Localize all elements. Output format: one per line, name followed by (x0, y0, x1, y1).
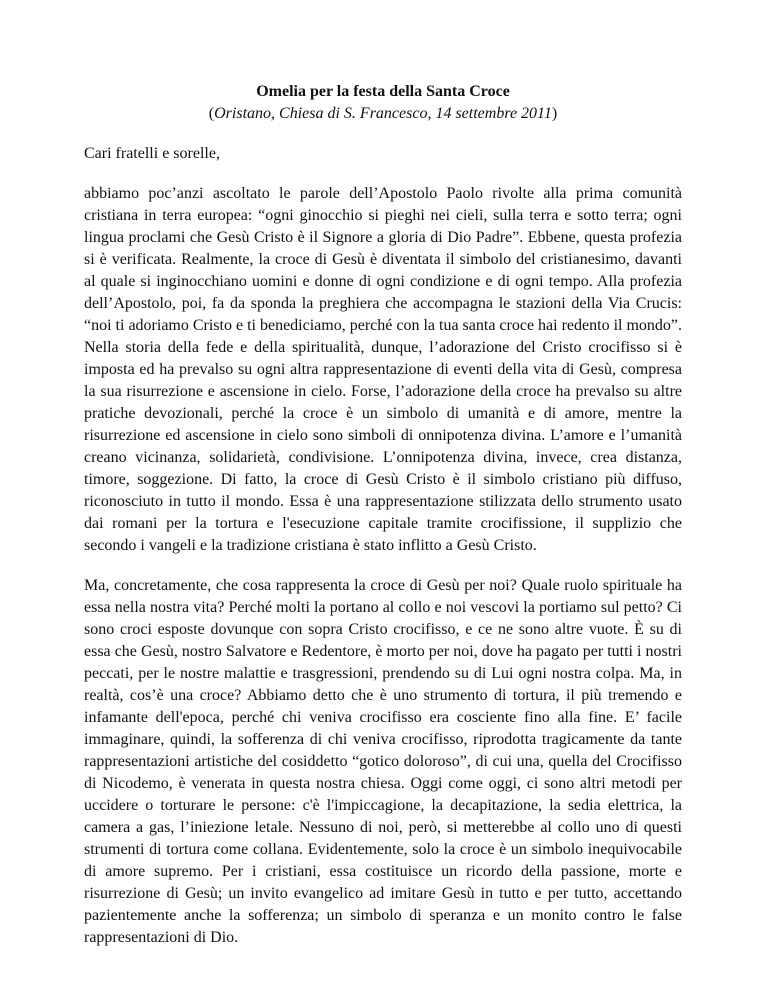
salutation: Cari fratelli e sorelle, (84, 145, 220, 162)
document-title: Omelia per la festa della Santa Croce (256, 83, 510, 100)
paragraph-1: abbiamo poc’anzi ascoltato le parole dell’Apostolo Paolo rivolte alla prima comunità cristiana in terra europea: “ogni ginocchio si pieghi nei cieli, sulla terra e sotto terra; ogni lingua proclami che Gesù Cristo è il Signore a gloria di Dio Padre”. Ebbene, questa profezia si è verificata. Realmente, la croce di Gesù è diventata il simbolo del cristianesimo, davanti al quale si inginocchiano uomini e donne di ogni condizione e di ogni tempo. Alla profezia dell’Apostolo, poi, fa da sponda la preghiera che accompagna le stazioni della Via Crucis: “noi ti adoriamo Cristo e ti benediciamo, perché con la tua santa croce hai redento il mondo”. Nella storia della fede e della spiritualità, dunque, l’adorazione del Cristo crocifisso si è imposta ed ha prevalso su ogni altra rappresentazione di eventi della vita di Gesù, compresa la sua risurrezione e ascensione in cielo. Forse, l’adorazione della croce ha prevalso su altre pratiche devozionali, perché la croce è un simbolo di umanità e di amore, mentre la risurrezione ed ascensione in cielo sono simboli di onnipotenza divina. L’amore e l’umanità creano vicinanza, solidarietà, condivisione. L’onnipotenza divina, invece, crea distanza, timore, soggezione. Di fatto, la croce di Gesù Cristo è il simbolo cristiano più diffuso, riconosciuto in tutto il mondo. Essa è una rappresentazione stilizzata dello strumento usato dai romani per la tortura e l'esecuzione capitale tramite crocifissione, il supplizio che secondo i vangeli e la tradizione cristiana è stato inflitto a Gesù Cristo. (84, 185, 683, 554)
document-page (84, 81, 682, 949)
subtitle-open-paren: ( (208, 105, 215, 122)
document-subtitle (84, 103, 682, 125)
paragraph-2: Ma, concretamente, che cosa rappresenta la croce di Gesù per noi? Quale ruolo spirituale ha essa nella nostra vita? Perché molti la portano al collo e noi vescovi la portiamo sul petto? Ci sono croci esposte dovunque con sopra Cristo crocifisso, e ce ne sono altre vuote. È su di essa che Gesù, nostro Salvatore e Redentore, è morto per noi, dove ha pagato per tutti i nostri peccati, per le nostre malattie e trasgressioni, prendendo su di Lui ogni nostra colpa. Ma, in realtà, cos’è una croce? Abbiamo detto che è uno strumento di tortura, il più tremendo e infamante dell'epoca, perché chi veniva crocifisso era cosciente fino alla fine. E’ facile immaginare, quindi, la sofferenza di chi veniva crocifisso, riprodotta tragicamente da tante rappresentazioni artistiche del cosiddetto “gotico doloroso”, di cui una, quella del Crocifisso di Nicodemo, è venerata in questa nostra chiesa. Oggi come oggi, ci sono altri metodi per uccidere o torturare le persone: c'è l'impiccagione, la decapitazione, la sedia elettrica, la camera a gas, l’iniezione letale. Nessuno di noi, però, si metterebbe al collo uno di questi strumenti di tortura come collana. Evidentemente, solo la croce è un simbolo inequivocabile di amore supremo. Per i cristiani, essa costituisce un ricordo della passione, morte e risurrezione di Gesù; un invito evangelico ad imitare Gesù in tutto e per tutto, accettando pazientemente anche la sofferenza; un simbolo di speranza e un monito contro le false rappresentazioni di Dio. (84, 577, 682, 946)
subtitle-close-paren: ) (551, 105, 558, 122)
subtitle-place-date: Oristano, Chiesa di S. Francesco, 14 settembre 2011 (214, 105, 552, 122)
